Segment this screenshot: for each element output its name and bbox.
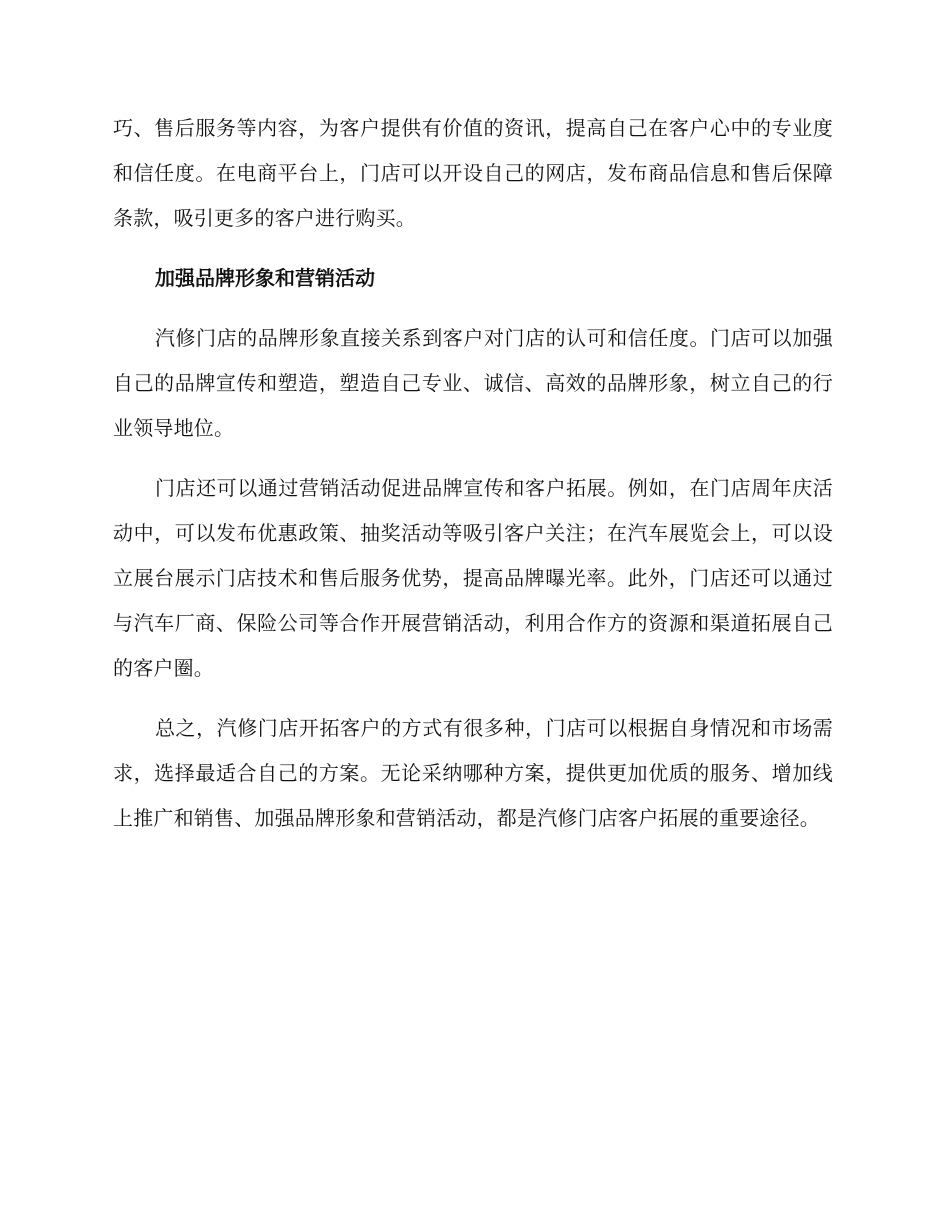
body-paragraph-continuation: 巧、售后服务等内容，为客户提供有价值的资讯，提高自己在客户心中的专业度和信任度。在电商平台上，门店可以开设自己的网店，发布商品信息和售后保障条款，吸引更多的客户进行购买。 bbox=[113, 116, 833, 230]
section-heading: 加强品牌形象和营销活动 bbox=[155, 266, 375, 290]
document-page bbox=[113, 106, 833, 841]
body-paragraph-conclusion: 总之，汽修门店开拓客户的方式有很多种，门店可以根据自身情况和市场需求，选择最适合自己的方案。无论采纳哪种方案，提供更加优质的服务、增加线上推广和销售、加强品牌形象和营销活动，都是汽修门店客户拓展的重要途径。 bbox=[113, 716, 833, 830]
body-paragraph-brand-image: 汽修门店的品牌形象直接关系到客户对门店的认可和信任度。门店可以加强自己的品牌宣传和塑造，塑造自己专业、诚信、高效的品牌形象，树立自己的行业领导地位。 bbox=[113, 326, 833, 440]
body-paragraph-marketing: 门店还可以通过营销活动促进品牌宣传和客户拓展。例如，在门店周年庆活动中，可以发布优惠政策、抽奖活动等吸引客户关注；在汽车展览会上，可以设立展台展示门店技术和售后服务优势，提高品牌曝光率。此外，门店还可以通过与汽车厂商、保险公司等合作开展营销活动，利用合作方的资源和渠道拓展自己的客户圈。 bbox=[113, 476, 833, 680]
